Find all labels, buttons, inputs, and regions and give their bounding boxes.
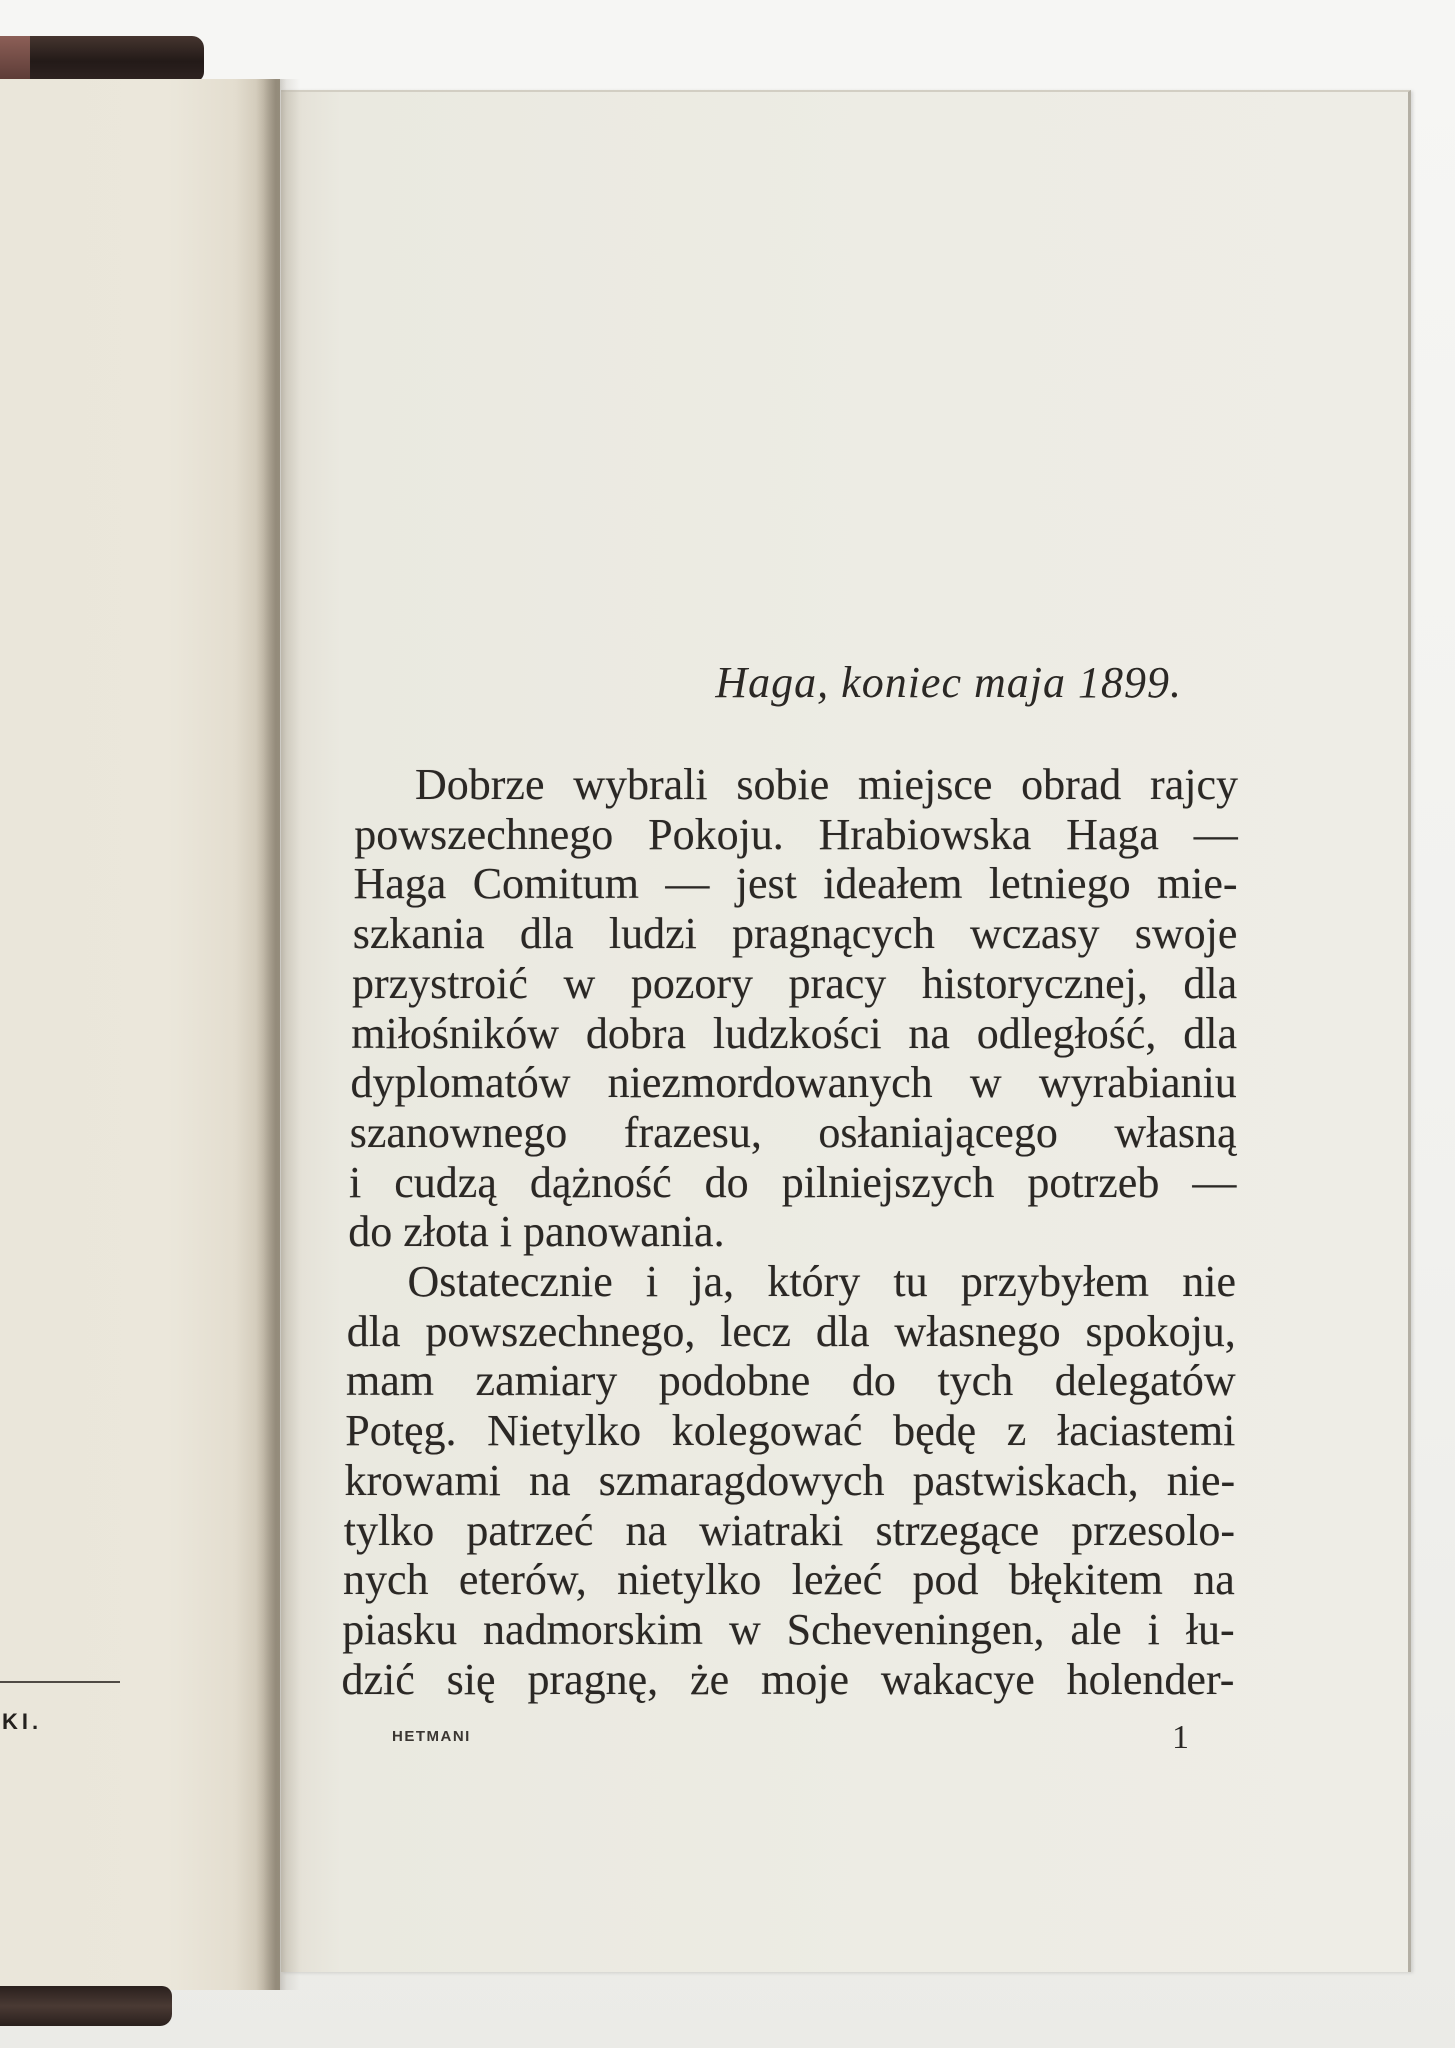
left-page xyxy=(0,79,280,1990)
text-line: powszechnego Pokoju. Hrabiowska Haga — xyxy=(354,809,1238,859)
text-line: szkania dla ludzi pragnących wczasy swoje xyxy=(352,909,1238,959)
text-line: Haga Comitum — jest ideałem letniego mie- xyxy=(353,859,1238,909)
text-line: Potęg. Nietylko kolegować będę z łaciastemi xyxy=(345,1406,1236,1456)
text-line: nych eterów, nietylko leżeć pod błękitem na xyxy=(343,1555,1235,1605)
text-line: przystroić w pozory pracy historycznej, dla xyxy=(352,958,1238,1008)
dateline-heading: Haga, koniec maja 1899. xyxy=(715,658,1182,707)
text-line: krowami na szmaragdowych pastwiskach, nie- xyxy=(344,1455,1236,1505)
text-line: mam zamiary podobne do tych delegatów xyxy=(346,1356,1236,1406)
text-line: dzić się pragnę, że moje wakacye holender- xyxy=(341,1654,1235,1704)
left-page-text-fragment: KI. xyxy=(2,1709,43,1734)
text-line: Ostatecznie i ja, który tu przybyłem nie xyxy=(407,1257,1236,1306)
text-line: piasku nadmorskim w Scheveningen, ale i łu- xyxy=(342,1604,1235,1654)
signature-mark: HETMANI xyxy=(392,1728,471,1745)
text-line: miłośników dobra ludzkości na odległość, dla xyxy=(351,1008,1237,1058)
text-line: Dobrze wybrali sobie miejsce obrad rajcy xyxy=(415,760,1238,809)
text-line: do złota i panowania. xyxy=(348,1207,725,1257)
page-number: 1 xyxy=(1172,1719,1189,1756)
text-line: szanownego frazesu, osłaniającego własną xyxy=(349,1107,1237,1157)
gutter-shadow xyxy=(256,79,300,1990)
text-line: dyplomatów niezmordowanych w wyrabianiu xyxy=(350,1058,1237,1108)
text-line: tylko patrzeć na wiatraki strzegące przesolo- xyxy=(343,1505,1235,1555)
book-cover-accent xyxy=(0,36,30,82)
footnote-rule xyxy=(0,1681,120,1683)
book-cover-top-edge xyxy=(0,36,204,82)
book-cover-bottom-edge xyxy=(0,1986,172,2026)
text-line: i cudzą dążność do pilniejszych potrzeb — xyxy=(349,1157,1237,1207)
text-line: dla powszechnego, lecz dla własnego spokoju, xyxy=(346,1306,1236,1356)
right-page xyxy=(281,90,1411,1972)
